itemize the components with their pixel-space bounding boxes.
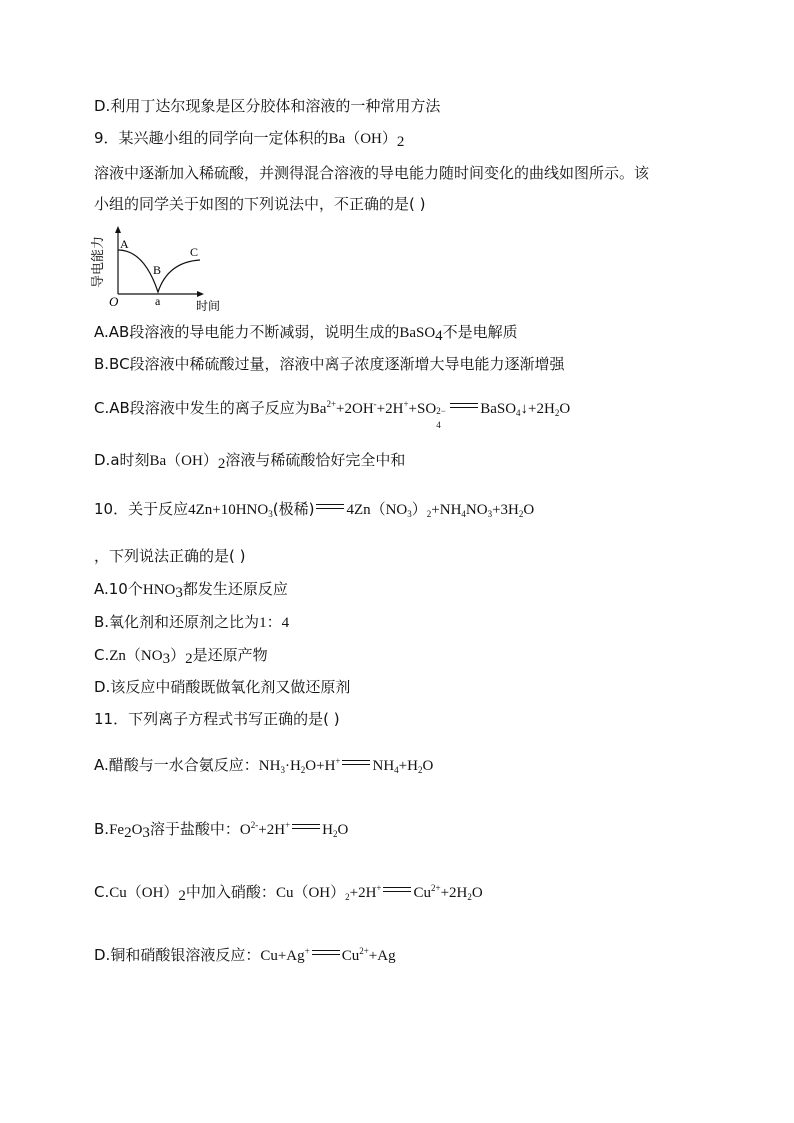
q9-stem-line3: 小组的同学关于如图的下列说法中，不正确的是( ) xyxy=(94,195,426,213)
y-axis-arrow xyxy=(115,226,121,233)
q10-equation: $4Zn+10HNO_3$(极稀) $4Zn(NO_3)_2+NH_4NO_3+3H_2O$ xyxy=(188,500,535,519)
q9-stem-line2: 溶液中逐渐加入稀硫酸，并测得混合溶液的导电能力随时间变化的曲线如图所示。该 xyxy=(94,164,650,182)
q10-stem-line2: ，下列说法正确的是( ) xyxy=(94,547,246,565)
equals-sign xyxy=(310,947,342,959)
q11-option-d-equation: Cu+Ag+ $Cu^{2+}+Ag$ xyxy=(260,946,396,964)
equals-sign xyxy=(314,501,346,513)
q9-option-d: D.a时刻$Ba(OH)_2$溶液与稀硫酸恰好完全中和 xyxy=(94,451,406,472)
origin-label: O xyxy=(109,294,119,309)
q9-option-c-equation: $Ba^{2+}+2OH^-+2H^++SO$ 2− 4 $BaSO_4↓+2H_2O$ xyxy=(309,399,571,430)
q11-option-b: $B.Fe_2O_3$溶于盐酸中：$O^{2-}+2H^+$ $H_2O$ xyxy=(94,820,349,841)
equals-sign xyxy=(290,821,322,833)
q10-option-b: B.氧化剂和还原剂之比为1：4 xyxy=(94,613,290,631)
q11-option-a: A.醋酸与一水合氨反应：$NH_3\cdot H_2O+H^+$ $NH_4+H_2O$ xyxy=(94,756,434,775)
equals-sign xyxy=(448,400,480,412)
q11-stem: 11．下列离子方程式书写正确的是( ) xyxy=(94,710,340,728)
q10-option-d: D.该反应中硝酸既做氧化剂又做还原剂 xyxy=(94,678,351,696)
x-axis-label: 时间 xyxy=(196,299,221,313)
q9-option-b: B.BC段溶液中稀硫酸过量，溶液中离子浓度逐渐增大导电能力逐渐增强 xyxy=(94,355,565,373)
q11-option-a-equation: $NH_3\cdot H_2O+H^+$ $NH_4+H_2O$ xyxy=(258,756,434,775)
x-axis-arrow xyxy=(197,291,204,297)
point-a-label: A xyxy=(120,237,129,251)
point-c-label: C xyxy=(190,245,199,259)
q9-option-a: A.AB段溶液的导电能力不断减弱，说明生成的BaSO$_4$不是电解质 xyxy=(94,323,518,344)
point-b-label: B xyxy=(153,263,162,277)
q9-option-c: C.AB段溶液中发生的离子反应为$Ba^{2+}+2OH^-+2H^++SO$ 2− 4 $BaSO_4↓+2H_2O$ xyxy=(94,399,571,430)
q11-option-d: D.铜和硝酸银溶液反应：Cu+Ag+ $Cu^{2+}+Ag$ xyxy=(94,946,396,964)
x-mark-a: a xyxy=(155,294,161,308)
q10-stem: 10．关于反应$4Zn+10HNO_3$(极稀) $4Zn(NO_3)_2+NH_4NO_3+3H_2O$ xyxy=(94,500,535,519)
equals-sign xyxy=(340,757,372,769)
q11-option-b-equation: $O^{2-}+2H^+$ $H_2O$ xyxy=(239,820,349,839)
q10-option-c: $C.Zn(NO_3)_2$是还原产物 xyxy=(94,646,268,667)
q9-stem: 9．某兴趣小组的同学向一定体积的$Ba(OH)_2$ xyxy=(94,129,405,150)
conductivity-graph xyxy=(91,226,236,313)
equals-sign xyxy=(381,884,413,896)
y-axis-label: 导电能力 xyxy=(91,235,106,288)
q10-option-a: A.10个$HNO_3$都发生还原反应 xyxy=(94,580,288,601)
q8-option-d: D.利用丁达尔现象是区分胶体和溶液的一种常用方法 xyxy=(94,97,441,115)
q11-option-c-equation: $Cu(OH)_2+2H^+$ $Cu^{2+}+2H_2O$ xyxy=(275,883,483,902)
q11-option-c: $C.Cu(OH)_2$中加入硝酸：$Cu(OH)_2+2H^+$ $Cu^{2+}+2H_2O$ xyxy=(94,883,483,904)
